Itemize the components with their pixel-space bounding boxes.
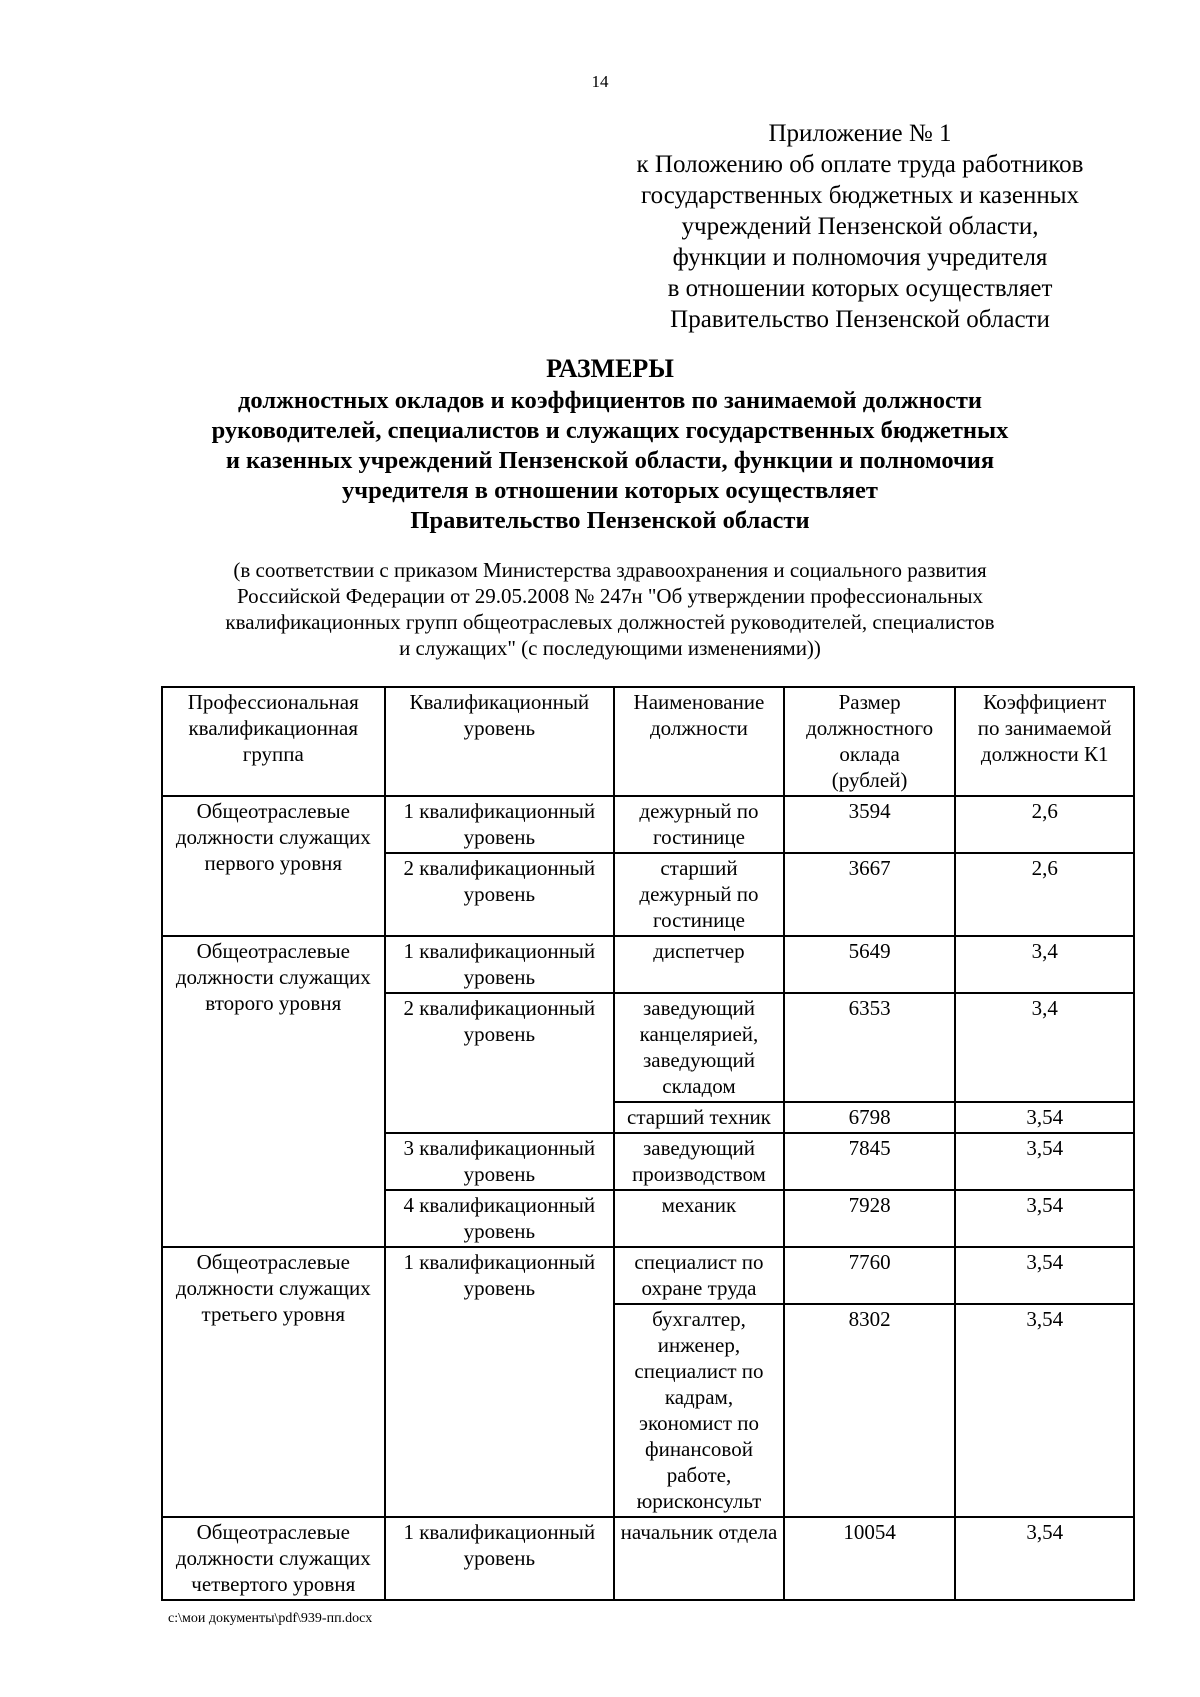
document-title (150, 352, 1070, 536)
appendix-line: функции и полномочия учредителя (672, 244, 1048, 271)
level-cell: 1 квалификационный уровень (385, 1247, 615, 1517)
header-level: Квалификационный уровень (385, 687, 615, 796)
coefficient-cell: 3,4 (955, 993, 1134, 1102)
position-cell: специалист по охране труда (614, 1247, 784, 1304)
level-cell: 3 квалификационный уровень (385, 1133, 615, 1190)
appendix-line: в отношении которых осуществляет (667, 275, 1053, 302)
header-position: Наименование должности (614, 687, 784, 796)
level-cell: 1 квалификационный уровень (385, 796, 615, 853)
header-coefficient: Коэффициент по занимаемой должности К1 (955, 687, 1134, 796)
salary-cell: 7760 (784, 1247, 956, 1304)
position-cell: старший дежурный по гостинице (614, 853, 784, 936)
page-number: 14 (591, 72, 609, 91)
position-cell: дежурный по гостинице (614, 796, 784, 853)
title-line: Правительство Пензенской области (410, 507, 810, 534)
appendix-line: государственных бюджетных и казенных (640, 182, 1080, 209)
legal-basis-note (150, 557, 1070, 661)
salary-table (161, 686, 1135, 1601)
position-cell: механик (614, 1190, 784, 1247)
coefficient-cell: 3,54 (955, 1304, 1134, 1517)
table-header-row (162, 687, 1134, 796)
salary-cell: 7845 (784, 1133, 956, 1190)
coefficient-cell: 3,54 (955, 1517, 1134, 1600)
table-row (162, 796, 1134, 853)
file-path-footer: c:\мои документы\pdf\939-пп.docx (168, 1611, 373, 1626)
appendix-line: к Положению об оплате труда работников (636, 151, 1084, 178)
coefficient-cell: 3,54 (955, 1133, 1134, 1190)
note-line: квалификационных групп общеотраслевых должностей руководителей, специалистов (225, 610, 995, 634)
position-cell: бухгалтер, инженер, специалист по кадрам, экономист по финансовой работе, юрисконсульт (614, 1304, 784, 1517)
appendix-header (560, 118, 1160, 335)
position-cell: заведующий канцелярией, заведующий складом (614, 993, 784, 1102)
salary-cell: 10054 (784, 1517, 956, 1600)
group-cell: Общеотраслевые должности служащих четвертого уровня (162, 1517, 385, 1600)
salary-cell: 6353 (784, 993, 956, 1102)
table-row (162, 1517, 1134, 1600)
position-cell: заведующий производством (614, 1133, 784, 1190)
coefficient-cell: 3,54 (955, 1247, 1134, 1304)
header-group: Профессиональная квалификационная группа (162, 687, 385, 796)
salary-cell: 8302 (784, 1304, 956, 1517)
title-line: и казенных учреждений Пензенской области, функции и полномочия (225, 447, 995, 474)
note-line: и служащих" (с последующими изменениями)) (399, 636, 821, 660)
salary-cell: 3594 (784, 796, 956, 853)
table-row (162, 936, 1134, 993)
note-line: (в соответствии с приказом Министерства здравоохранения и социального развития (233, 558, 987, 582)
title-heading: РАЗМЕРЫ (546, 354, 674, 383)
table-row (162, 1247, 1134, 1304)
appendix-line: Приложение № 1 (768, 120, 952, 147)
level-cell: 2 квалификационный уровень (385, 853, 615, 936)
header-salary: Размер должностного оклада (рублей) (784, 687, 956, 796)
salary-cell: 7928 (784, 1190, 956, 1247)
coefficient-cell: 2,6 (955, 853, 1134, 936)
level-cell: 2 квалификационный уровень (385, 993, 615, 1133)
appendix-line: Правительство Пензенской области (670, 306, 1050, 333)
note-line: Российской Федерации от 29.05.2008 № 247н "Об утверждении профессиональных (236, 584, 983, 608)
title-line: должностных окладов и коэффициентов по занимаемой должности (238, 387, 982, 414)
position-cell: начальник отдела (614, 1517, 784, 1600)
salary-cell: 5649 (784, 936, 956, 993)
appendix-line: учреждений Пензенской области, (681, 213, 1039, 240)
level-cell: 4 квалификационный уровень (385, 1190, 615, 1247)
coefficient-cell: 3,4 (955, 936, 1134, 993)
group-cell: Общеотраслевые должности служащих третьего уровня (162, 1247, 385, 1517)
group-cell: Общеотраслевые должности служащих второго уровня (162, 936, 385, 1247)
coefficient-cell: 2,6 (955, 796, 1134, 853)
coefficient-cell: 3,54 (955, 1102, 1134, 1133)
salary-cell: 3667 (784, 853, 956, 936)
title-line: руководителей, специалистов и служащих государственных бюджетных (211, 417, 1009, 444)
level-cell: 1 квалификационный уровень (385, 1517, 615, 1600)
position-cell: старший техник (614, 1102, 784, 1133)
salary-cell: 6798 (784, 1102, 956, 1133)
group-cell: Общеотраслевые должности служащих первого уровня (162, 796, 385, 936)
level-cell: 1 квалификационный уровень (385, 936, 615, 993)
coefficient-cell: 3,54 (955, 1190, 1134, 1247)
title-line: учредителя в отношении которых осуществляет (342, 477, 878, 504)
position-cell: диспетчер (614, 936, 784, 993)
